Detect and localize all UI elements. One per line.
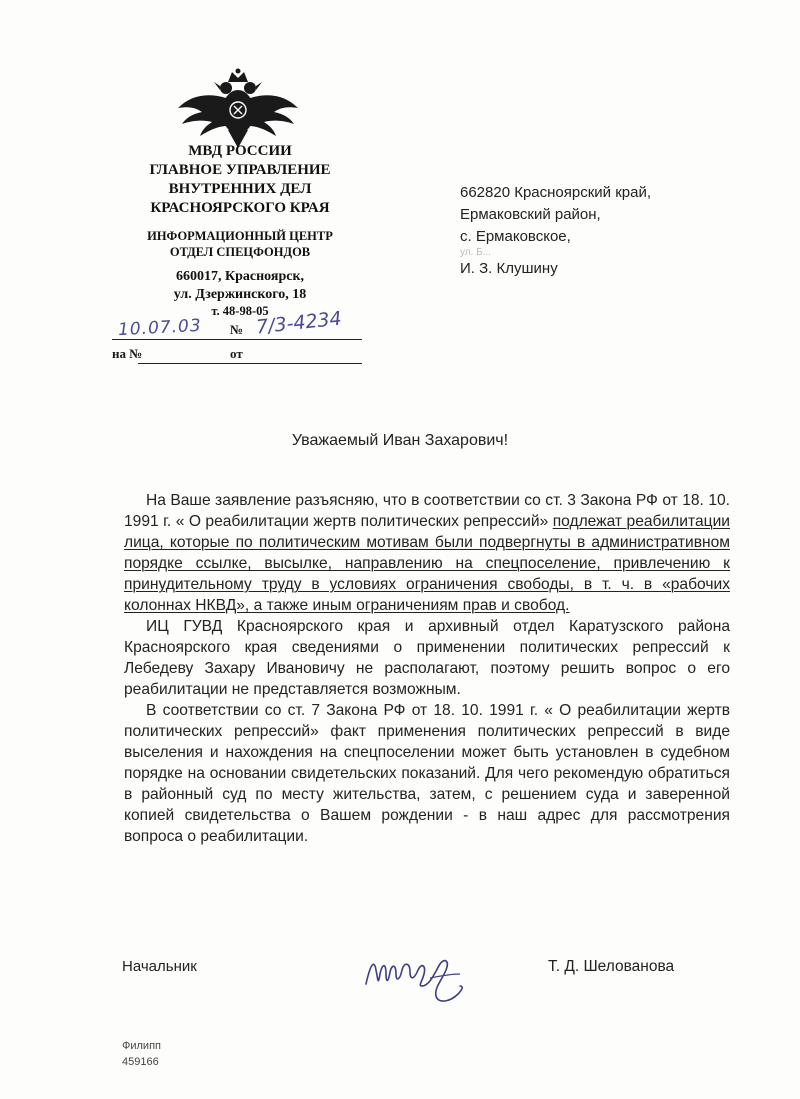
letter-body [124, 490, 730, 847]
reference-from-label: от [230, 346, 243, 361]
reference-line [112, 346, 362, 364]
recipient-line3: с. Ермаковское, [460, 228, 571, 245]
letterhead-address-line2: ул. Дзержинского, 18 [173, 287, 307, 302]
letterhead-ministry: МВД РОССИИ [188, 143, 292, 159]
registration-date: 10.07.03 [117, 315, 203, 341]
reference-label: на № [112, 346, 143, 361]
letterhead-department-line2: ВНУТРЕННИХ ДЕЛ [168, 181, 312, 197]
letterhead-department-line1: ГЛАВНОЕ УПРАВЛЕНИЕ [149, 162, 331, 178]
paragraph-1-underlined: подлежат реабилитации лица, которые по политическим мотивам были подвергнуты в административном порядке ссылке, высылке, направлению на спецпоселение, привлечению к принудительному труду в условиях ограничения свободы, в т. ч. в «рабочих колоннах НКВД», а также иным ограничениям прав и свобод. [124, 513, 730, 614]
registration-number: 7/3-4234 [255, 307, 343, 339]
letterhead-unit-line2: ОТДЕЛ СПЕЦФОНДОВ [169, 245, 311, 259]
letterhead-address-line1: 660017, Красноярск, [175, 269, 305, 284]
executor-phone: 459166 [122, 1056, 159, 1068]
reference-underline [138, 363, 362, 364]
letterhead-unit-line1: ИНФОРМАЦИОННЫЙ ЦЕНТР [147, 229, 333, 243]
recipient-line4: ул. Б... [460, 248, 492, 258]
letterhead-department-line3: КРАСНОЯРСКОГО КРАЯ [150, 200, 330, 216]
recipient-line2: Ермаковский район, [460, 206, 601, 223]
registration-underline [112, 339, 362, 340]
registration-number-label: № [230, 322, 244, 337]
executor-info [122, 1038, 161, 1070]
paragraph-1-lead: На Ваше заявление разъясняю, что в соответствии со ст. 3 Закона РФ от 18. 10. 1991 г. « О реабилитации жертв политических репрессий» [124, 492, 730, 530]
executor-name: Филипп [122, 1040, 161, 1052]
signer-title: Начальник [122, 958, 197, 975]
letterhead-phone: т. 48-98-05 [211, 304, 269, 318]
salutation: Уважаемый Иван Захарович! [291, 432, 509, 449]
recipient-line1: 662820 Красноярский край, [460, 184, 652, 201]
paragraph-1 [124, 490, 730, 616]
double-headed-eagle-emblem [176, 68, 300, 150]
handwritten-signature [360, 940, 470, 1010]
signer-name: Т. Д. Шелованова [548, 958, 675, 975]
paragraph-3: В соответствии со ст. 7 Закона РФ от 18. 10. 1991 г. « О реабилитации жертв политических репрессий» факт применения политических репрессий в виде выселения и нахождения на спецпоселении может быть установлен в судебном порядке на основании свидетельских показаний. Для чего рекомендую обратиться в районный суд по месту жительства, затем, с решением суда и заверенной копией свидетельства о Вашем рождении - в наш адрес для рассмотрения вопроса о реабилитации. [124, 702, 730, 845]
recipient-address [460, 182, 760, 280]
paragraph-2: ИЦ ГУВД Красноярского края и архивный отдел Каратузского района Красноярского края сведениями о применении политических репрессий к Лебедеву Захару Ивановичу не располагают, поэтому решить вопрос о его реабилитации не представляется возможным. [124, 618, 730, 698]
recipient-name: И. З. Клушину [460, 260, 558, 277]
